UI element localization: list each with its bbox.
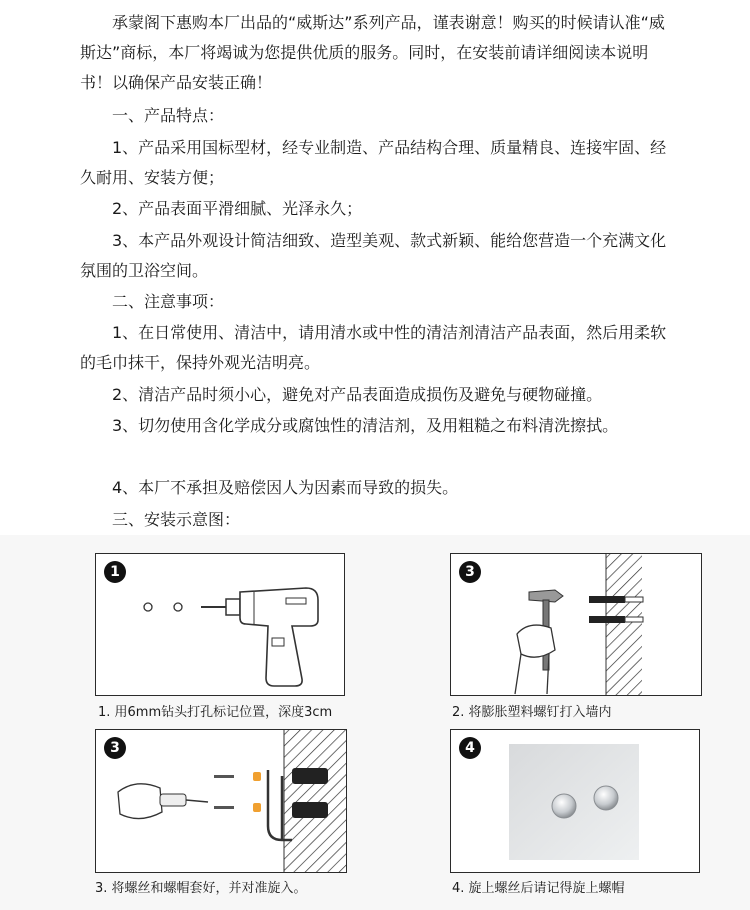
step-caption: 2. 将膨胀塑料螺钉打入墙内 xyxy=(452,705,612,720)
step-caption: 4. 旋上螺丝后请记得旋上螺帽 xyxy=(452,881,625,896)
intro-paragraph: 承蒙阁下惠购本厂出品的“威斯达”系列产品，谨表谢意！购买的时候请认准“威斯达”商标，本厂将竭诚为您提供优质的服务。同时，在安装前请详细阅读本说明书！以确保产品安装正确！ xyxy=(80,13,665,92)
note-item: 2、清洁产品时须小心，避免对产品表面造成损伤及避免与硬物碰撞。 xyxy=(112,385,603,404)
feature-item: 1、产品采用国标型材，经专业制造、产品结构合理、质量精良、连接牢固、经久耐用、安装方便； xyxy=(80,138,667,187)
step-caption: 3. 将螺丝和螺帽套好，并对准旋入。 xyxy=(95,881,307,896)
feature-item: 2、产品表面平滑细腻、光泽永久； xyxy=(112,199,363,218)
section-heading-install: 三、安装示意图： xyxy=(112,510,241,529)
step-2-panel xyxy=(450,553,702,696)
note-item: 3、切勿使用含化学成分或腐蚀性的清洁剂，及用粗糙之布料清洗擦拭。 xyxy=(112,416,619,435)
hammer-icon xyxy=(451,554,702,696)
step-caption: 1. 用6mm钻头打孔标记位置，深度3cm xyxy=(98,705,333,720)
screwdriver-icon xyxy=(96,730,347,873)
step-badge: 1 xyxy=(104,561,126,583)
section-heading-notes: 二、注意事项： xyxy=(112,292,225,311)
section-heading-features: 一、产品特点： xyxy=(112,106,225,125)
step-badge: 3 xyxy=(104,737,126,759)
note-item: 1、在日常使用、清洁中，请用清水或中性的清洁剂清洁产品表面，然后用柔软的毛巾抹干，保持外观光洁明亮。 xyxy=(80,323,667,372)
step-badge: 4 xyxy=(459,737,481,759)
step-badge: 3 xyxy=(459,561,481,583)
note-item: 4、本厂不承担及赔偿因人为因素而导致的损失。 xyxy=(112,478,459,497)
step-4-panel xyxy=(450,729,700,873)
step-1-panel xyxy=(95,553,345,696)
screw-cap-icon xyxy=(451,730,700,873)
drill-icon xyxy=(96,554,345,696)
feature-item: 3、本产品外观设计简洁细致、造型美观、款式新颖、能给您营造一个充满文化氛围的卫浴空间。 xyxy=(80,231,667,280)
step-3-panel xyxy=(95,729,347,873)
